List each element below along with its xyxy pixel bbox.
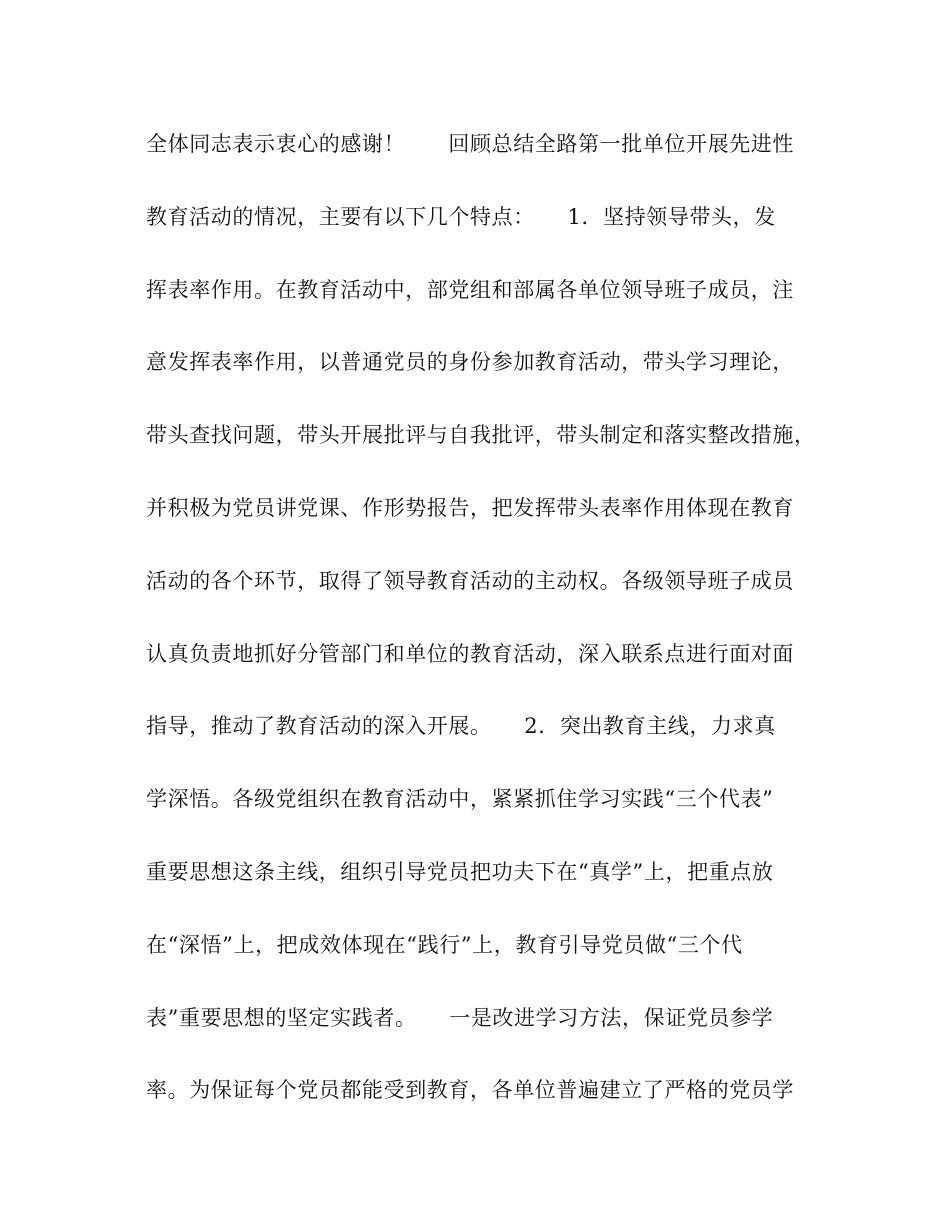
text-line: 重要思想这条主线，组织引导党员把功夫下在“真学”上，把重点放 [146, 859, 774, 884]
text-line: 认真负责地抓好分管部门和单位的教育活动，深入联系点进行面对面 [146, 641, 794, 666]
text-line: 表”重要思想的坚定实践者。 一是改进学习方法，保证党员参学 [146, 1005, 774, 1030]
text-line: 全体同志表示衷心的感谢！ 回顾总结全路第一批单位开展先进性 [146, 132, 794, 156]
text-line: 指导，推动了教育活动的深入开展。 2．突出教育主线，力求真 [146, 714, 776, 739]
text-line: 教育活动的情况，主要有以下几个特点： 1．坚持领导带头，发 [146, 204, 776, 229]
text-line: 在“深悟”上，把成效体现在“践行”上，教育引导党员做“三个代 [146, 932, 743, 957]
text-line: 并积极为党员讲党课、作形势报告，把发挥带头表率作用体现在教育 [146, 495, 794, 520]
text-line: 带头查找问题，带头开展批评与自我批评，带头制定和落实整改措施， [146, 423, 816, 448]
text-line: 学深悟。各级党组织在教育活动中，紧紧抓住学习实践“三个代表” [146, 787, 774, 812]
body-text [146, 124, 826, 1143]
text-line: 挥表率作用。在教育活动中，部党组和部属各单位领导班子成员，注 [146, 277, 794, 302]
text-line: 率。为保证每个党员都能受到教育，各单位普遍建立了严格的党员学 [146, 1078, 794, 1103]
text-line: 活动的各个环节，取得了领导教育活动的主动权。各级领导班子成员 [146, 568, 794, 593]
text-line: 意发挥表率作用，以普通党员的身份参加教育活动，带头学习理论， [146, 350, 794, 375]
